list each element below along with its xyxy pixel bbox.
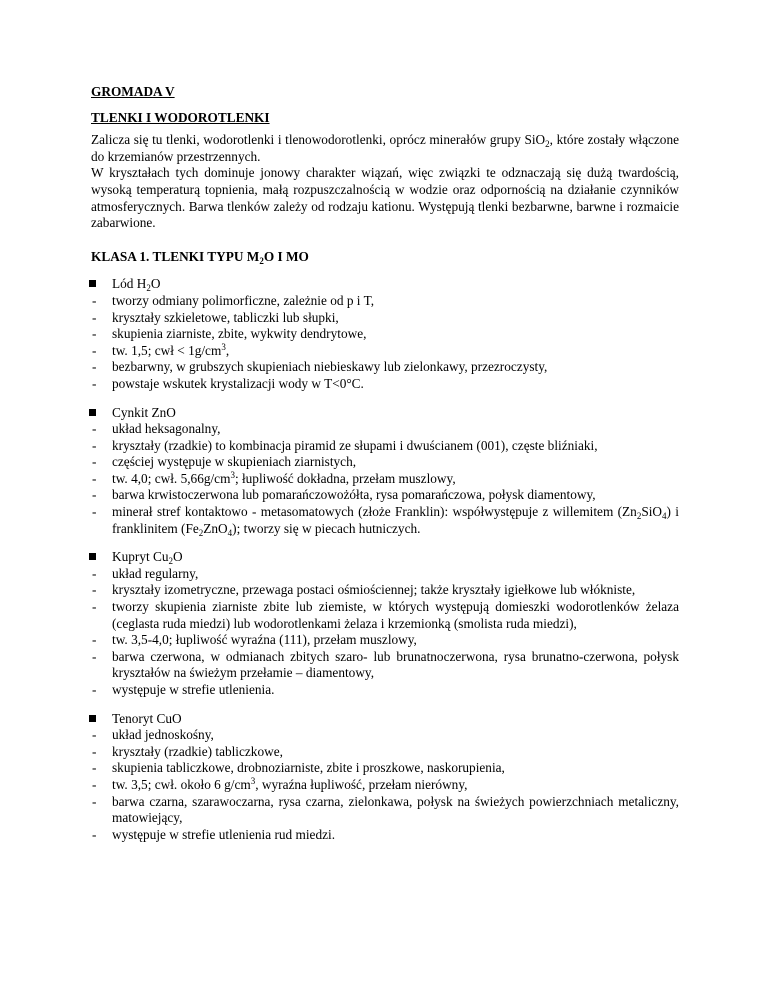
property-item: - kryształy szkieletowe, tabliczki lub słupki, bbox=[91, 310, 679, 327]
property-item: - kryształy izometryczne, przewaga postaci ośmiościennej; także kryształy igiełkowe lub włókniste, bbox=[91, 582, 679, 599]
property-item: - tworzy skupienia ziarniste zbite lub ziemiste, w których występują domieszki wodorotlenków żelaza (ceglasta ruda miedzi) lub wodorotlenkami żelaza i krzemionką (smolista ruda miedzi), bbox=[91, 599, 679, 632]
property-item: - występuje w strefie utlenienia rud miedzi. bbox=[91, 827, 679, 844]
class-heading: KLASA 1. TLENKI TYPU $M_2O$ I MO bbox=[91, 248, 309, 266]
property-item: - tw. 3,5; cwł. około 6 $g/cm^3$, wyraźna łupliwość, przełam nierówny, bbox=[91, 777, 679, 794]
mineral-properties bbox=[91, 421, 679, 537]
square-bullet-icon bbox=[89, 280, 96, 287]
mineral-section bbox=[91, 711, 679, 844]
property-item: - minerał stref kontaktowo - metasomatowych (złoże Franklin): współwystępuje z willemitem $(Zn_2SiO_4)$ i franklinitem $(Fe_2ZnO_4)$; tworzy się w piecach hutniczych. bbox=[91, 504, 679, 537]
square-bullet-icon bbox=[89, 715, 96, 722]
mineral-properties bbox=[91, 727, 679, 843]
heading-tlenki: TLENKI I WODOROTLENKI bbox=[91, 109, 270, 125]
property-item: - tw. 3,5-4,0; łupliwość wyraźna (111), przełam muszlowy, bbox=[91, 632, 679, 649]
heading-gromada: GROMADA V bbox=[91, 84, 175, 99]
property-item: - tw. 1,5; cwł < $1g/cm^3$, bbox=[91, 343, 679, 360]
property-item: - występuje w strefie utlenienia. bbox=[91, 682, 679, 699]
property-item: - częściej występuje w skupieniach ziarnistych, bbox=[91, 454, 679, 471]
mineral-section bbox=[91, 549, 679, 698]
property-item: - barwa czarna, szarawoczarna, rysa czarna, zielonkawa, połysk na świeżych powierzchniach metaliczny, matowiejący, bbox=[91, 794, 679, 827]
property-item: - powstaje wskutek krystalizacji wody w T<0°C. bbox=[91, 376, 679, 393]
mineral-section bbox=[91, 405, 679, 538]
property-item: - układ regularny, bbox=[91, 566, 679, 583]
mineral-name: Tenoryt CuO bbox=[112, 710, 182, 726]
property-item: - bezbarwny, w grubszych skupieniach niebieskawy lub zielonkawy, przezroczysty, bbox=[91, 359, 679, 376]
property-item: - układ heksagonalny, bbox=[91, 421, 679, 438]
intro-text bbox=[91, 132, 679, 232]
mineral-properties bbox=[91, 566, 679, 699]
property-item: - barwa czerwona, w odmianach zbitych szaro- lub brunatnoczerwona, rysa brunatno-czerwona, połysk kryształów na świeżym przełamie – diamentowy, bbox=[91, 649, 679, 682]
property-item: - tworzy odmiany polimorficzne, zależnie od p i T, bbox=[91, 293, 679, 310]
mineral-section bbox=[91, 276, 679, 392]
mineral-name: Cynkit ZnO bbox=[112, 404, 176, 420]
property-item: - skupienia ziarniste, zbite, wykwity dendrytowe, bbox=[91, 326, 679, 343]
intro-paragraph-2: W kryształach tych dominuje jonowy charakter wiązań, więc związki te odznaczają się dużą twardością, wysoką temperaturą topnienia, małą rozpuszczalnością w wodzie oraz odpornością na działanie czynników atmosferycznych. Barwa tlenków zależy od rodzaju kationu. Występują tlenki bezbarwne, barwne i rozmaicie zabarwione. bbox=[91, 165, 679, 231]
mineral-list bbox=[91, 276, 679, 843]
property-item: - kryształy (rzadkie) tabliczkowe, bbox=[91, 744, 679, 761]
property-item: - skupienia tabliczkowe, drobnoziarniste, zbite i proszkowe, naskorupienia, bbox=[91, 760, 679, 777]
property-item: - kryształy (rzadkie) to kombinacja piramid ze słupami i dwuścianem (001), częste bliźniaki, bbox=[91, 438, 679, 455]
square-bullet-icon bbox=[89, 553, 96, 560]
property-item: - układ jednoskośny, bbox=[91, 727, 679, 744]
property-item: - barwa krwistoczerwona lub pomarańczowożółta, rysa pomarańczowa, połysk diamentowy, bbox=[91, 487, 679, 504]
mineral-name: Lód $H_2O$ bbox=[112, 276, 161, 294]
document-page bbox=[91, 84, 679, 843]
square-bullet-icon bbox=[89, 409, 96, 416]
intro-paragraph-1: Zalicza się tu tlenki, wodorotlenki i tlenowodorotlenki, oprócz minerałów grupy SiO$_2$, które zostały włączone do krzemianów przestrzennych. bbox=[91, 132, 680, 164]
property-item: - tw. 4,0; cwł. $5,66g/cm^3$; łupliwość dokładna, przełam muszlowy, bbox=[91, 471, 679, 488]
mineral-name: Kupryt $Cu_2O$ bbox=[112, 549, 183, 567]
mineral-properties bbox=[91, 293, 679, 393]
